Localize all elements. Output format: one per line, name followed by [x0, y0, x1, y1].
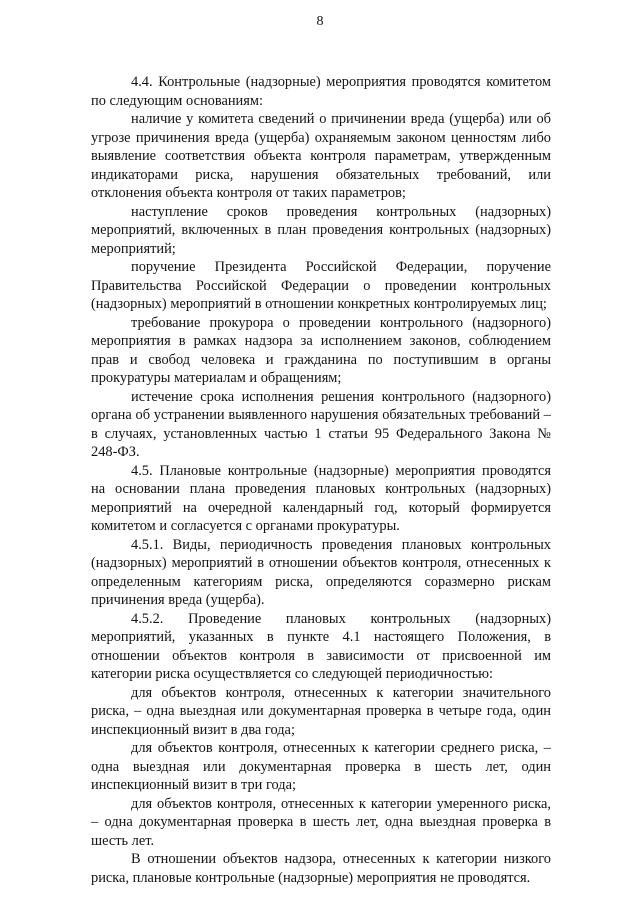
paragraph-basis-plan-deadlines: наступление сроков проведения контрольных (надзорных) мероприятий, включенных в план проведения контрольных (надзорных) мероприятий;: [91, 203, 551, 257]
paragraph-basis-decision-expiry: истечение срока исполнения решения контрольного (надзорного) органа об устранении выявленного нарушения обязательных требований – в случаях, установленных частью 1 статьи 95 Федерального Закона № 248-ФЗ.: [91, 388, 551, 460]
page-number: 8: [316, 14, 324, 29]
paragraph-4-4: 4.4. Контрольные (надзорные) мероприятия проводятся комитетом по следующим основаниям:: [91, 74, 551, 109]
paragraph-basis-president-order: поручение Президента Российской Федерации, поручение Правительства Российской Федерации о проведении контрольных (надзорных) мероприятий в отношении конкретных контролируемых лиц;: [91, 259, 551, 312]
paragraph-4-5-2: 4.5.2. Проведение плановых контрольных (надзорных) мероприятий, указанных в пункте 4.1 настоящего Положения, в отношении объектов контроля в зависимости от присвоенной им категории риска осуществляется со следующей периодичностью:: [91, 610, 551, 682]
paragraph-low-risk: В отношении объектов надзора, отнесенных к категории низкого риска, плановые контрольные (надзорные) мероприятия не проводятся.: [91, 851, 551, 886]
paragraph-basis-prosecutor-request: требование прокурора о проведении контрольного (надзорного) мероприятия в рамках надзора за исполнением законов, соблюдением прав и свобод человека и гражданина по поступившим в органы прокуратуры материалам и обращениям;: [91, 314, 551, 386]
paragraph-significant-risk: для объектов контроля, отнесенных к категории значительного риска, – одна выездная или документарная проверка в четыре года, один инспекционный визит в два года;: [91, 684, 551, 738]
paragraph-moderate-risk: для объектов контроля, отнесенных к категории умеренного риска, – одна документарная проверка в шесть лет, одна выездная проверка в шесть лет.: [91, 795, 551, 849]
document-body: [91, 73, 551, 887]
paragraph-4-5: 4.5. Плановые контрольные (надзорные) мероприятия проводятся на основании плана проведения плановых контрольных (надзорных) мероприятий на очередной календарный год, который формируется комитетом и согласуется с органами прокуратуры.: [91, 462, 551, 534]
paragraph-basis-harm: наличие у комитета сведений о причинении вреда (ущерба) или об угрозе причинения вреда (ущерба) охраняемым законом ценностям либо выявление соответствия объекта контроля параметрам, утвержденным индикаторами риска, нарушения обязательных требований, или отклонения объекта контроля от таких параметров;: [91, 111, 551, 201]
paragraph-4-5-1: 4.5.1. Виды, периодичность проведения плановых контрольных (надзорных) мероприятий в отношении объектов контроля, отнесенных к определенным категориям риска, определяются соразмерно рискам причинения вреда (ущерба).: [91, 536, 551, 608]
paragraph-medium-risk: для объектов контроля, отнесенных к категории среднего риска, – одна выездная или документарная проверка в шесть лет, один инспекционный визит в три года;: [91, 740, 551, 793]
